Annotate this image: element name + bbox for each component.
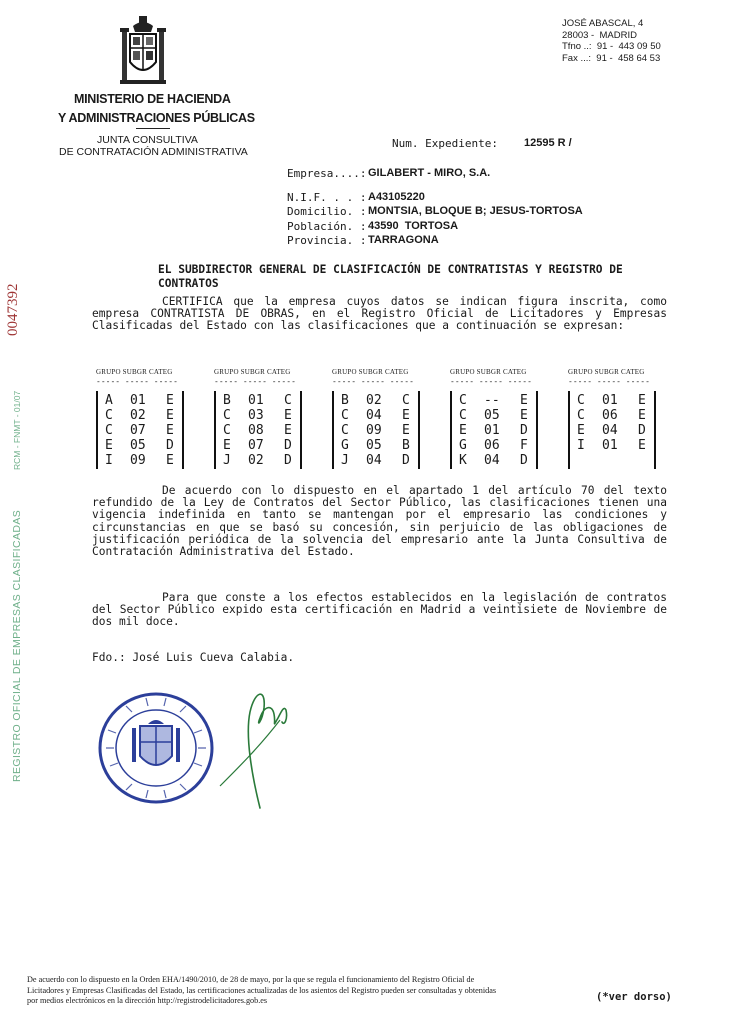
grupo-cell: I	[105, 453, 113, 468]
categoria-cell: B	[402, 438, 410, 453]
grupo-cell: C	[577, 393, 585, 408]
grupo-cell: C	[341, 423, 349, 438]
subgrupo-cell: 01	[602, 393, 618, 408]
table-row	[216, 423, 300, 438]
table-row	[452, 453, 536, 468]
categoria-cell: E	[638, 438, 646, 453]
subgrupo-cell: --	[484, 393, 500, 408]
subgrupo-cell: 08	[248, 423, 264, 438]
subgrupo-cell: 01	[602, 438, 618, 453]
expediente-value: 12595 R /	[524, 137, 572, 149]
table-row	[98, 408, 182, 423]
table-header: GRUPO SUBGR CATEG	[450, 368, 527, 376]
categoria-cell: E	[520, 393, 528, 408]
table-row	[570, 438, 654, 453]
table-row	[570, 423, 654, 438]
subgrupo-cell: 02	[248, 453, 264, 468]
categoria-cell: C	[284, 393, 292, 408]
expediente-label: Num. Expediente:	[392, 137, 498, 150]
categoria-cell: E	[638, 393, 646, 408]
vigencia-paragraph: De acuerdo con lo dispuesto en el apartado 1 del artículo 70 del texto refundido de la Ley de Contratos del Sector Público, las clasificaciones tienen una vigencia indefinida en tanto se mantengan por el empresario las condiciones y circunstancias en que se basó su concesión, sin perjuicio de las obligaciones de justificación periódica de la solvencia del empresario ante la Junta Consultiva de Contratación Administrativa del Estado.	[92, 484, 667, 559]
classification-group	[450, 368, 550, 469]
subgrupo-cell: 01	[484, 423, 500, 438]
grupo-cell: E	[577, 423, 585, 438]
address-line: Fax ...: 91 - 458 64 53	[562, 52, 661, 64]
grupo-cell: C	[577, 408, 585, 423]
grupo-cell: E	[459, 423, 467, 438]
subgrupo-cell: 09	[130, 453, 146, 468]
subgrupo-cell: 02	[130, 408, 146, 423]
nif-value: A43105220	[368, 191, 425, 203]
table-row	[452, 408, 536, 423]
categoria-cell: E	[284, 408, 292, 423]
table-row	[334, 423, 418, 438]
side-registry-label: REGISTRO OFICIAL DE EMPRESAS CLASIFICADAS	[11, 509, 23, 782]
ministry-divider	[136, 128, 170, 129]
handwritten-signature-icon	[200, 676, 320, 816]
table-row	[334, 453, 418, 468]
subgrupo-cell: 09	[366, 423, 382, 438]
side-serial-text: 0047392	[5, 283, 21, 336]
categoria-cell: D	[166, 438, 174, 453]
address-line: Tfno ..: 91 - 443 09 50	[562, 41, 661, 52]
address-block	[562, 18, 661, 64]
grupo-cell: C	[105, 408, 113, 423]
classification-box	[450, 391, 538, 469]
subdirector-heading: EL SUBDIRECTOR GENERAL DE CLASIFICACIÓN DE CONTRATISTAS Y REGISTRO DE CONTRATOS	[158, 263, 623, 290]
empresa-label: Empresa....:	[287, 167, 367, 180]
subgrupo-cell: 01	[248, 393, 264, 408]
subgrupo-cell: 04	[602, 423, 618, 438]
signatory-name: Fdo.: José Luis Cueva Calabia.	[92, 651, 295, 664]
grupo-cell: G	[459, 438, 467, 453]
subgrupo-cell: 05	[484, 408, 500, 423]
classification-box	[214, 391, 302, 469]
subgrupo-cell: 05	[130, 438, 146, 453]
categoria-cell: C	[402, 393, 410, 408]
subgrupo-cell: 01	[130, 393, 146, 408]
table-row	[570, 408, 654, 423]
grupo-cell: B	[223, 393, 231, 408]
grupo-cell: C	[459, 408, 467, 423]
categoria-cell: E	[284, 423, 292, 438]
subgrupo-cell: 02	[366, 393, 382, 408]
table-header-rule: ----- ----- -----	[96, 377, 178, 386]
subgrupo-cell: 04	[366, 408, 382, 423]
subgrupo-cell: 04	[484, 453, 500, 468]
table-row	[570, 393, 654, 408]
classification-group	[214, 368, 314, 469]
classification-group	[568, 368, 668, 469]
grupo-cell: E	[105, 438, 113, 453]
grupo-cell: C	[341, 408, 349, 423]
classification-box	[568, 391, 656, 469]
table-row	[216, 393, 300, 408]
empresa-value: GILABERT - MIRO, S.A.	[368, 167, 491, 179]
table-row	[452, 393, 536, 408]
grupo-cell: J	[223, 453, 231, 468]
classification-group	[332, 368, 432, 469]
subgrupo-cell: 07	[130, 423, 146, 438]
classification-box	[96, 391, 184, 469]
subgrupo-cell: 06	[484, 438, 500, 453]
table-row	[216, 408, 300, 423]
table-header-rule: ----- ----- -----	[450, 377, 532, 386]
categoria-cell: E	[638, 408, 646, 423]
categoria-cell: E	[402, 408, 410, 423]
side-code-text: RCM - FNMT - 01/07	[12, 390, 22, 470]
provincia-label: Provincia. :	[287, 234, 367, 247]
table-row	[98, 423, 182, 438]
table-row	[98, 438, 182, 453]
table-row	[334, 438, 418, 453]
categoria-cell: E	[166, 393, 174, 408]
ministry-line-2: Y ADMINISTRACIONES PÚBLICAS	[58, 111, 255, 125]
domicilio-label: Domicilio. :	[287, 205, 367, 218]
address-line: JOSÉ ABASCAL, 4	[562, 18, 644, 29]
junta-line-2: DE CONTRATACIÓN ADMINISTRATIVA	[59, 146, 248, 158]
conste-paragraph: Para que conste a los efectos establecidos en la legislación de contratos del Sector Público expido esta certificación en Madrid a veintisiete de Noviembre de dos mil doce.	[92, 591, 667, 629]
categoria-cell: E	[166, 453, 174, 468]
categoria-cell: F	[520, 438, 528, 453]
categoria-cell: D	[520, 453, 528, 468]
table-header: GRUPO SUBGR CATEG	[96, 368, 173, 376]
ver-dorso-note: (*ver dorso)	[596, 991, 672, 1003]
grupo-cell: C	[459, 393, 467, 408]
table-header-rule: ----- ----- -----	[214, 377, 296, 386]
classification-group	[96, 368, 196, 469]
categoria-cell: D	[284, 438, 292, 453]
table-header: GRUPO SUBGR CATEG	[332, 368, 409, 376]
subgrupo-cell: 06	[602, 408, 618, 423]
table-row	[452, 423, 536, 438]
categoria-cell: E	[166, 408, 174, 423]
subgrupo-cell: 03	[248, 408, 264, 423]
domicilio-value: MONTSIA, BLOQUE B; JESUS-TORTOSA	[368, 205, 583, 217]
side-serial-number	[2, 248, 24, 338]
table-row	[334, 393, 418, 408]
table-header-rule: ----- ----- -----	[568, 377, 650, 386]
categoria-cell: E	[520, 408, 528, 423]
table-row	[98, 393, 182, 408]
categoria-cell: D	[284, 453, 292, 468]
table-header: GRUPO SUBGR CATEG	[214, 368, 291, 376]
table-row	[98, 453, 182, 468]
subgrupo-cell: 04	[366, 453, 382, 468]
grupo-cell: G	[341, 438, 349, 453]
categoria-cell: D	[402, 453, 410, 468]
subgrupo-cell: 07	[248, 438, 264, 453]
provincia-value: TARRAGONA	[368, 234, 439, 246]
table-header-rule: ----- ----- -----	[332, 377, 414, 386]
grupo-cell: C	[223, 408, 231, 423]
table-row	[216, 438, 300, 453]
grupo-cell: I	[577, 438, 585, 453]
ministry-line-1: MINISTERIO DE HACIENDA	[74, 92, 231, 106]
grupo-cell: J	[341, 453, 349, 468]
nif-label: N.I.F. . . :	[287, 191, 367, 204]
categoria-cell: D	[520, 423, 528, 438]
table-row	[452, 438, 536, 453]
grupo-cell: C	[223, 423, 231, 438]
grupo-cell: A	[105, 393, 113, 408]
poblacion-label: Población. :	[287, 220, 367, 233]
address-line: 28003 - MADRID	[562, 29, 637, 41]
categoria-cell: E	[402, 423, 410, 438]
classification-box	[332, 391, 420, 469]
table-header: GRUPO SUBGR CATEG	[568, 368, 645, 376]
footer-note: De acuerdo con lo dispuesto en la Orden EHA/1490/2010, de 28 de mayo, por la que se regula el funcionamiento del Registro Oficial de Licitadores y Empresas Clasificadas del Estado, las certificaciones actualizadas de los asientos del Registro pueden ser consultadas y obtenidas por medios electrónicos en la dirección http://registrodelicitadores.gob.es	[27, 975, 497, 1005]
table-row	[216, 453, 300, 468]
coat-of-arms-icon	[118, 14, 168, 90]
official-seal-icon	[96, 690, 216, 806]
subgrupo-cell: 05	[366, 438, 382, 453]
categoria-cell: E	[166, 423, 174, 438]
certifica-paragraph: CERTIFICA que la empresa cuyos datos se indican figura inscrita, como empresa CONTRATISTA DE OBRAS, en el Registro Oficial de Licitadores y Empresas Clasificadas del Estado con las clasificaciones que a continuación se expresan:	[92, 295, 667, 333]
grupo-cell: B	[341, 393, 349, 408]
junta-line-1: JUNTA CONSULTIVA	[97, 134, 198, 146]
side-registry-text	[0, 340, 28, 790]
poblacion-value: 43590 TORTOSA	[368, 220, 459, 232]
grupo-cell: C	[105, 423, 113, 438]
grupo-cell: E	[223, 438, 231, 453]
table-row	[334, 408, 418, 423]
categoria-cell: D	[638, 423, 646, 438]
grupo-cell: K	[459, 453, 467, 468]
